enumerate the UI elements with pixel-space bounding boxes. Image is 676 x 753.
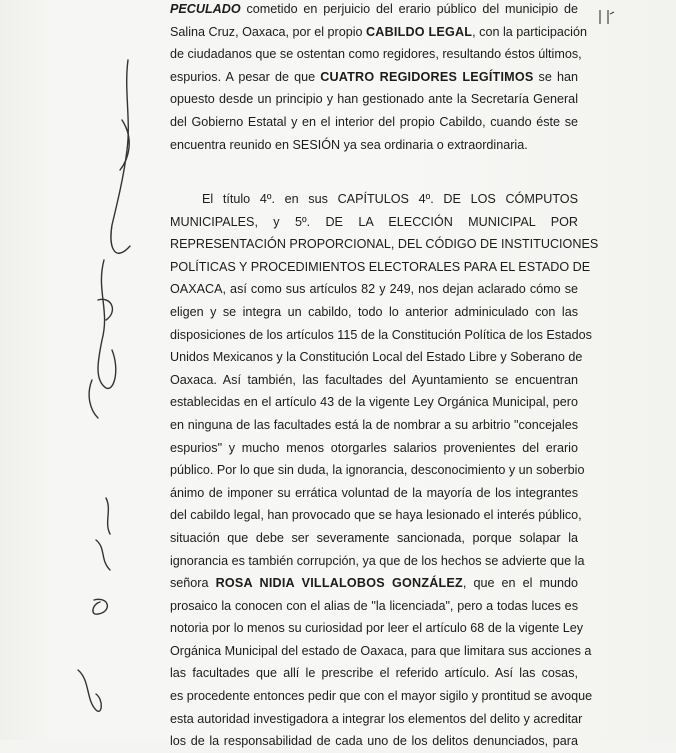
text-segment: de ciudadanos que se ostentan como regidores, resultando éstos últimos, xyxy=(170,47,582,62)
text-line xyxy=(170,459,585,482)
text-line xyxy=(170,414,578,437)
text-line xyxy=(170,617,584,640)
text-line xyxy=(170,88,578,111)
text-line xyxy=(170,66,578,89)
text-segment: OAXACA, así como sus artículos 82 y 249, nos dejan aclarado cómo se xyxy=(170,282,578,297)
text-segment: notoria por lo menos su curiosidad por leer el artículo 68 de la vigente Ley xyxy=(170,621,584,636)
paragraph-2 xyxy=(170,188,599,753)
text-segment: MUNICIPALES, y 5º. DE LA ELECCIÓN MUNICIPAL POR xyxy=(170,214,578,229)
text-line xyxy=(170,346,583,369)
text-line xyxy=(170,111,578,134)
text-segment: ánimo de imponer su errática voluntad de la mayoría de los integrantes xyxy=(170,485,578,500)
text-line xyxy=(170,211,578,234)
emphasized-text: ROSA NIDIA VILLALOBOS GONZÁLEZ xyxy=(215,576,463,591)
text-line xyxy=(170,0,578,21)
text-segment: esta autoridad investigadora a integrar los elementos del delito y acreditar xyxy=(170,711,583,726)
paragraph-1 xyxy=(170,0,587,156)
text-line xyxy=(170,369,578,392)
text-segment: es procedente entonces pedir que con el mayor sigilo y prontitud se avoque xyxy=(170,689,593,704)
emphasized-text: PECULADO xyxy=(170,2,241,16)
text-segment: público. Por lo que sin duda, la ignorancia, desconocimiento y un soberbio xyxy=(170,463,585,478)
text-line xyxy=(170,301,578,324)
text-segment: en ninguna de las facultades está la de nombrar a su arbitrio "concejales xyxy=(170,417,578,432)
text-segment: eligen y se integra un cabildo, todo lo anterior adminiculado con las xyxy=(170,304,578,319)
text-line xyxy=(170,685,593,708)
text-segment: establecidas en el artículo 43 de la vigente Ley Orgánica Municipal, pero xyxy=(170,395,578,410)
handwritten-signatures xyxy=(0,0,170,740)
text-line xyxy=(170,640,592,663)
text-segment: las facultades que allí le prescribe el referido artículo. Así las cosas, xyxy=(170,666,578,681)
text-segment: se han xyxy=(533,69,578,84)
text-segment: espurios. A pesar de que xyxy=(170,69,321,84)
text-segment: POLÍTICAS Y PROCEDIMIENTOS ELECTORALES PARA EL ESTADO DE xyxy=(170,259,591,274)
text-segment: señora xyxy=(170,576,216,591)
text-segment: opuesto desde un principio y han gestionado ante la Secretaría General xyxy=(170,92,578,107)
text-line xyxy=(170,482,578,505)
text-line xyxy=(170,595,578,618)
text-line xyxy=(170,708,583,731)
text-line xyxy=(170,324,592,347)
text-segment: REPRESENTACIÓN PROPORCIONAL, DEL CÓDIGO DE INSTITUCIONES xyxy=(170,237,599,252)
text-segment: Oaxaca. Así también, las facultades del Ayuntamiento se encuentran xyxy=(170,372,578,387)
text-segment: espurios" y mucho menos otorgarles salarios provenientes del erario xyxy=(170,440,578,455)
text-line xyxy=(170,233,599,256)
text-line xyxy=(170,730,578,753)
text-segment: Unidos Mexicanos y la Constitución Local del Estado Libre y Soberano de xyxy=(170,350,583,365)
text-segment: Orgánica Municipal del estado de Oaxaca, para que limitara sus acciones a xyxy=(170,643,592,658)
text-segment: del Gobierno Estatal y en el interior del propio Cabildo, cuando éste se xyxy=(170,114,578,129)
text-segment: prosaico la conocen con el alias de "la licenciada", pero a todas luces es xyxy=(170,598,578,613)
text-line xyxy=(170,662,578,685)
text-line xyxy=(170,134,578,157)
text-line xyxy=(170,437,578,460)
text-line xyxy=(170,550,585,573)
text-segment: ignorancia es también corrupción, ya que de los hechos se advierte que la xyxy=(170,553,585,568)
margin-mark-icon xyxy=(596,8,616,28)
text-segment: , que en el mundo xyxy=(462,576,578,591)
text-line xyxy=(170,188,578,211)
text-segment: disposiciones de los artículos 115 de la Constitución Política de los Estados xyxy=(170,327,592,342)
text-line xyxy=(170,43,582,66)
text-line xyxy=(170,21,587,44)
text-line xyxy=(170,504,582,527)
text-line xyxy=(170,278,578,301)
text-segment: Salina Cruz, Oaxaca, por el propio xyxy=(170,24,367,39)
emphasized-text: CABILDO LEGAL xyxy=(366,24,473,39)
text-segment: encuentra reunido en SESIÓN ya sea ordinaria o extraordinaria. xyxy=(170,137,528,152)
text-segment: los de la responsabilidad de cada uno de los delitos denunciados, para xyxy=(170,734,578,749)
emphasized-text: CUATRO REGIDORES LEGÍTIMOS xyxy=(320,69,534,84)
text-line xyxy=(170,256,591,279)
text-segment: El título 4º. en sus CAPÍTULOS 4º. DE LOS CÓMPUTOS xyxy=(202,192,578,206)
text-line xyxy=(170,391,578,414)
text-segment: cometido en perjuicio del erario público del municipio de xyxy=(240,2,578,16)
text-line xyxy=(170,572,578,595)
text-line xyxy=(170,527,578,550)
text-segment: del cabildo legal, han provocado que se haya lesionado el interés público, xyxy=(170,508,582,523)
text-segment: situación que debe ser severamente sancionada, porque solapar la xyxy=(170,530,578,545)
text-segment: , con la participación xyxy=(472,24,587,39)
